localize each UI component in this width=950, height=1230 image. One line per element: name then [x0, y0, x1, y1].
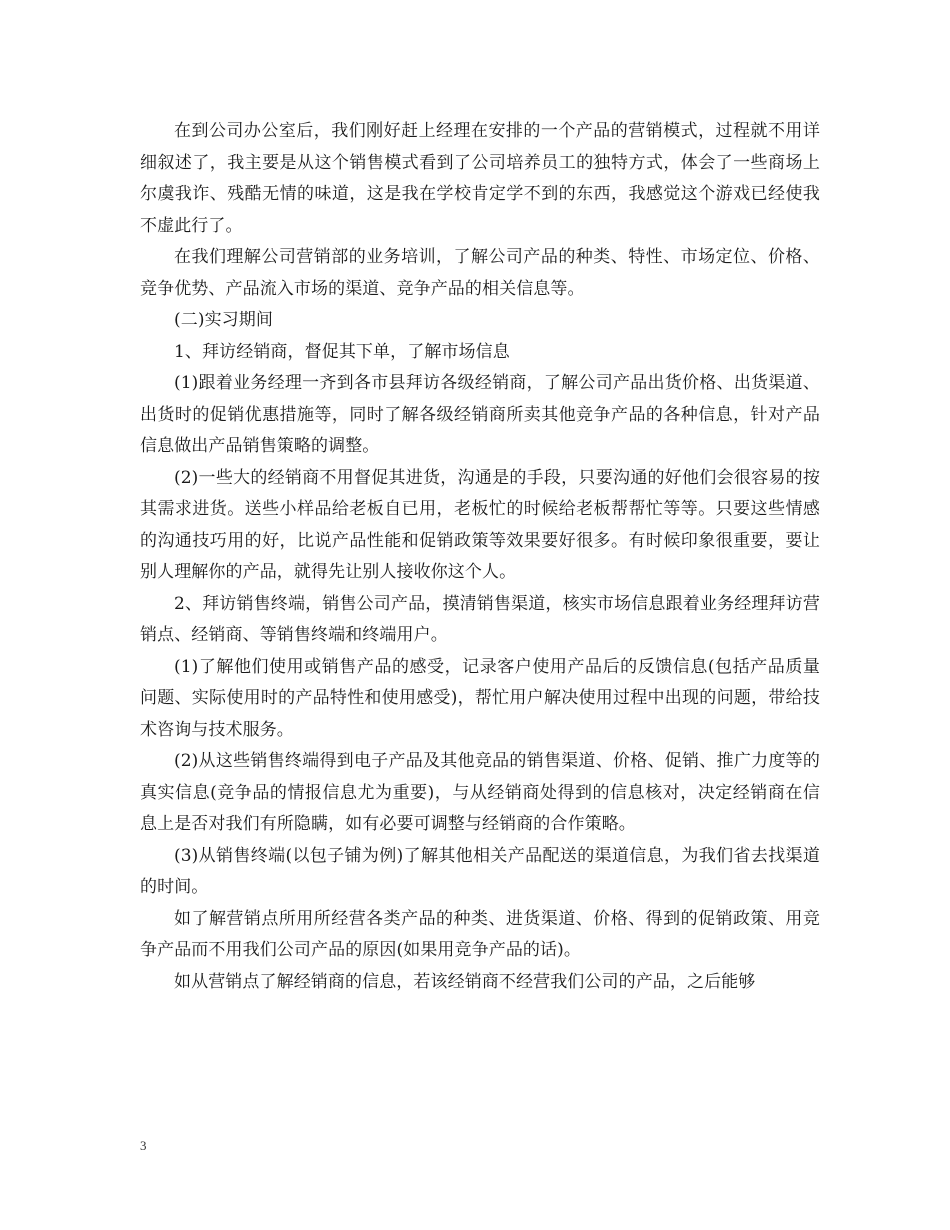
paragraph-terminal-item-2: (2)从这些销售终端得到电子产品及其他竞品的销售渠道、价格、促销、推广力度等的真实信息(竞争品的情报信息尤为重要)，与从经销商处得到的信息核对，决定经销商在信息上是否对我们有所隐瞒，如有必要可调整与经销商的合作策略。	[140, 751, 820, 834]
subheading-visit-terminals: 2、拜访销售终端，销售公司产品，摸清销售渠道，核实市场信息跟着业务经理拜访营销点、经销商、等销售终端和终端用户。	[140, 593, 820, 645]
paragraph-item-2: (2)一些大的经销商不用督促其进货，沟通是的手段，只要沟通的好他们会很容易的按其需求进货。送些小样品给老板自已用，老板忙的时候给老板帮帮忙等等。只要这些情感的沟通技巧用的好，比说产品性能和促销政策等效果要好很多。有时候印象很重要，要让别人理解你的产品，就得先让别人接收你这个人。	[140, 467, 820, 582]
paragraph-terminal-item-1: (1)了解他们使用或销售产品的感受，记录客户使用产品后的反馈信息(包括产品质量问题、实际使用时的产品特性和使用感受)，帮忙用户解决使用过程中出现的问题，带给技术咨询与技术服务。	[140, 656, 820, 740]
body-text	[140, 116, 820, 998]
paragraph-training: 在我们理解公司营销部的业务培训，了解公司产品的种类、特性、市场定位、价格、竞争优势、产品流入市场的渠道、竞争产品的相关信息等。	[140, 247, 820, 299]
paragraph-office-arrival: 在到公司办公室后，我们刚好赶上经理在安排的一个产品的营销模式，过程就不用详细叙述了，我主要是从这个销售模式看到了公司培养员工的独特方式，体会了一些商场上尔虞我诈、残酷无情的味道，这是我在学校肯定学不到的东西，我感觉这个游戏已经使我不虚此行了。	[140, 121, 820, 236]
subheading-visit-distributors: 1、拜访经销商，督促其下单，了解市场信息	[174, 341, 510, 362]
paragraph-item-1: (1)跟着业务经理一齐到各市县拜访各级经销商，了解公司产品出货价格、出货渠道、出货时的促销优惠措施等，同时了解各级经销商所卖其他竞争产品的各种信息，针对产品信息做出产品销售策略的调整。	[140, 373, 820, 456]
paragraph-sales-point-info: 如了解营销点所用所经营各类产品的种类、进货渠道、价格、得到的促销政策、用竞争产品而不用我们公司产品的原因(如果用竞争产品的话)。	[140, 908, 820, 960]
section-heading-internship-period: (二)实习期间	[174, 310, 273, 330]
paragraph-distributor-info: 如从营销点了解经销商的信息，若该经销商不经营我们公司的产品，之后能够	[174, 971, 756, 992]
page-number: 3	[140, 1138, 147, 1153]
paragraph-terminal-item-3: (3)从销售终端(以包子铺为例)了解其他相关产品配送的渠道信息，为我们省去找渠道的时间。	[140, 845, 820, 897]
